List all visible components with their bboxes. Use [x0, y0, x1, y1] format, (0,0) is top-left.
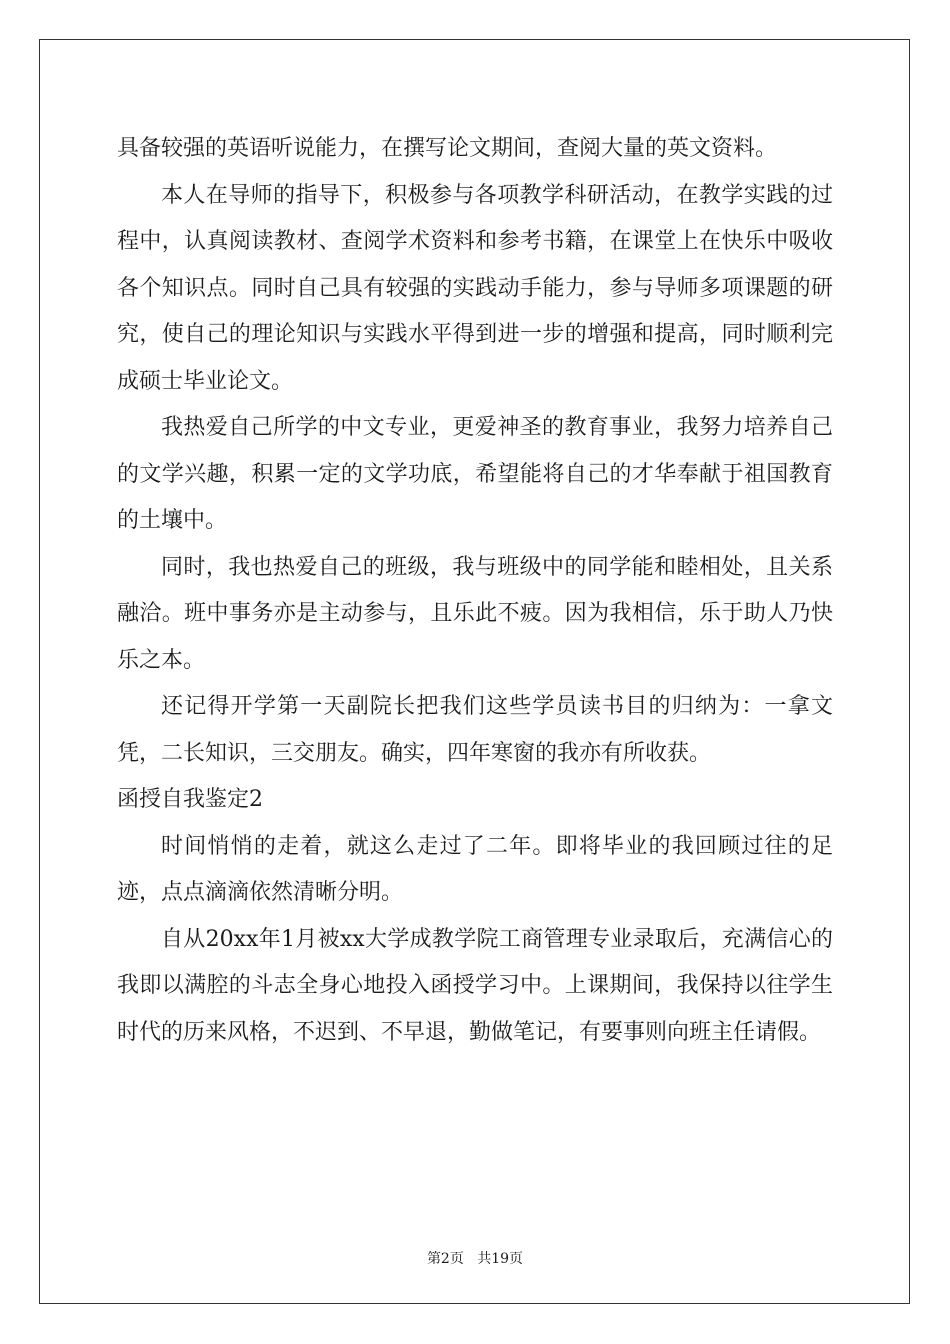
paragraph: 时间悄悄的走着，就这么走过了二年。即将毕业的我回顾过往的足迹，点点滴滴依然清晰分明。 — [117, 833, 833, 905]
paragraph: 本人在导师的指导下，积极参与各项教学科研活动，在教学实践的过程中，认真阅读教材、查阅学术资料和参考书籍，在课堂上在快乐中吸收各个知识点。同时自己具有较强的实践动手能力，参与导师多项课题的研究，使自己的理论知识与实践水平得到进一步的增强和提高，同时顺利完成硕士毕业论文。 — [117, 182, 833, 394]
page-total: 共19页 — [477, 1251, 524, 1267]
section-heading: 函授自我鉴定2 — [117, 787, 263, 812]
paragraph: 具备较强的英语听说能力，在撰写论文期间，查阅大量的英文资料。 — [117, 136, 778, 161]
paragraph: 同时，我也热爱自己的班级，我与班级中的同学能和睦相处，且关系融洽。班中事务亦是主动参与，且乐此不疲。因为我相信，乐于助人乃快乐之本。 — [117, 554, 833, 673]
document-body — [117, 126, 833, 1056]
paragraph: 还记得开学第一天副院长把我们这些学员读书目的归纳为：一拿文凭，二长知识，三交朋友。确实，四年寒窗的我亦有所收获。 — [117, 694, 833, 766]
page-footer — [0, 1248, 950, 1268]
paragraph: 我热爱自己所学的中文专业，更爱神圣的教育事业，我努力培养自己的文学兴趣，积累一定的文学功底，希望能将自己的才华奉献于祖国教育的土壤中。 — [117, 415, 833, 533]
page-number: 第2页 — [426, 1251, 464, 1267]
paragraph: 自从20xx年1月被xx大学成教学院工商管理专业录取后，充满信心的我即以满腔的斗志全身心地投入函授学习中。上课期间，我保持以往学生时代的历来风格，不迟到、不早退，勤做笔记，有要事则向班主任请假。 — [117, 926, 833, 1045]
